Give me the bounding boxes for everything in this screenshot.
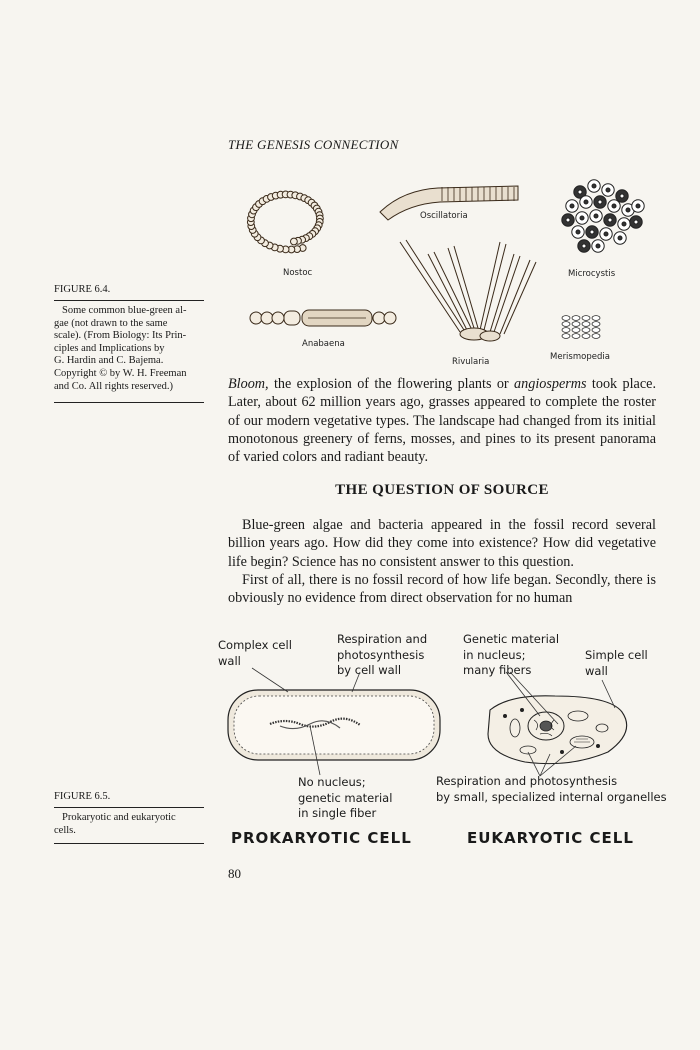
merismopedia-cell (582, 334, 590, 339)
caption-line: ciples and Implications by (54, 342, 165, 354)
microcystis-core (590, 230, 594, 234)
microcystis-core (594, 214, 598, 218)
caption-line: scale). (From Biology: Its Prin- (54, 330, 187, 342)
running-head: THE GENESIS CONNECTION (228, 137, 399, 152)
figure-6-4-caption (54, 305, 204, 393)
figure-6-4-label: FIGURE 6.4. (54, 284, 111, 295)
blue-green-algae-illustration (228, 172, 658, 367)
merismopedia-cell (582, 328, 590, 333)
nostoc-label: Nostoc (283, 268, 313, 278)
label-line: photosynthesis (337, 647, 425, 662)
microcystis-core (626, 208, 630, 212)
complex-cell-wall-label (218, 638, 292, 669)
oscillatoria-label: Oscillatoria (420, 211, 468, 221)
nostoc-bead (291, 238, 298, 245)
microcystis-core (578, 190, 582, 194)
caption-line: and Co. All rights reserved.) (54, 380, 173, 392)
microcystis-core (598, 200, 602, 204)
label-line: Respiration and (337, 632, 428, 646)
merismopedia-cell (582, 322, 590, 327)
paragraph-2: Blue-green algae and bacteria appeared in the fossil record several billion years ago. How did they come into existence? How did vegetative life begin? Science has no consistent answer to this question. (228, 517, 656, 570)
figure-6-4-rule-bottom (54, 402, 204, 403)
label-line: by small, specialized internal organelles (436, 789, 667, 804)
merismopedia-label: Merismopedia (550, 352, 610, 362)
merismopedia-cell (592, 316, 600, 321)
microcystis-label: Microcystis (568, 269, 616, 279)
label-line: wall (218, 653, 241, 668)
merismopedia-cell (592, 328, 600, 333)
microcystis-core (618, 236, 622, 240)
microcystis-core (604, 232, 608, 236)
microcystis-core (608, 218, 612, 222)
rivularia-drawing (400, 240, 536, 341)
figure-6-5-caption (54, 812, 204, 837)
merismopedia-cell (592, 322, 600, 327)
prokaryotic-cell-drawing (228, 690, 440, 760)
label-line: genetic material (298, 790, 393, 805)
caption-line: cells. (54, 824, 76, 836)
microcystis-core (592, 184, 596, 188)
page-number: 80 (228, 866, 241, 881)
figure-6-4-rule-top (54, 300, 204, 301)
no-nucleus-label (298, 775, 392, 822)
respiration-cell-wall-label (337, 632, 427, 679)
microcystis-core (570, 204, 574, 208)
caption-line: Some common blue-green al- (62, 305, 187, 316)
prokaryotic-cell-title: PROKARYOTIC CELL (231, 829, 412, 847)
label-line: Genetic material (463, 632, 560, 646)
microcystis-core (596, 244, 600, 248)
merismopedia-cell (572, 322, 580, 327)
nostoc-drawing (247, 191, 323, 253)
paragraph-bloom (228, 375, 656, 466)
label-line: in nucleus; (463, 647, 526, 662)
eukaryotic-cell-title: EUKARYOTIC CELL (467, 829, 634, 847)
microcystis-core (566, 218, 570, 222)
label-line: by cell wall (337, 663, 402, 677)
label-line: Simple cell (585, 648, 648, 662)
label-line: many fibers (463, 663, 532, 677)
label-line: in single fiber (298, 806, 377, 820)
microcystis-core (634, 220, 638, 224)
merismopedia-cell (582, 316, 590, 321)
microcystis-core (582, 244, 586, 248)
term-angiosperms: angiosperms (514, 376, 587, 392)
microcystis-core (622, 222, 626, 226)
figure-6-5-rule-bottom (54, 843, 204, 844)
microcystis-core (576, 230, 580, 234)
text-span: the explosion of the flowering plants or (268, 376, 515, 392)
microcystis-core (636, 204, 640, 208)
eukaryotic-cell-drawing (488, 696, 627, 764)
label-line: Respiration and photosynthesis (436, 774, 618, 788)
term-bloom: Bloom, (228, 376, 269, 392)
merismopedia-cell (562, 328, 570, 333)
merismopedia-drawing (562, 316, 600, 339)
caption-line: G. Hardin and C. Bajema. (54, 355, 164, 367)
anabaena-drawing (250, 310, 396, 326)
genetic-material-nucleus-label (463, 632, 559, 679)
figure-6-5-label: FIGURE 6.5. (54, 791, 111, 802)
microcystis-core (580, 216, 584, 220)
microcystis-core (620, 194, 624, 198)
microcystis-core (584, 200, 588, 204)
paragraph-source (228, 516, 656, 607)
label-line: Complex cell (218, 638, 292, 652)
simple-cell-wall-label (585, 648, 648, 679)
caption-line: Copyright © by W. H. Freeman (54, 367, 187, 379)
paragraph-3: First of all, there is no fossil record of how life began. Secondly, there is obviously no evidence from direct observation for no human (228, 571, 656, 607)
anabaena-label: Anabaena (302, 339, 345, 349)
microcystis-core (606, 188, 610, 192)
microcystis-drawing (562, 180, 644, 252)
merismopedia-cell (562, 322, 570, 327)
caption-line: gae (not drawn to the same (54, 317, 168, 329)
section-heading: THE QUESTION OF SOURCE (335, 482, 549, 498)
label-line: wall (585, 663, 608, 678)
microcystis-core (612, 204, 616, 208)
merismopedia-cell (562, 316, 570, 321)
cell-comparison-drawing (210, 680, 660, 780)
merismopedia-cell (562, 334, 570, 339)
merismopedia-cell (572, 334, 580, 339)
merismopedia-cell (572, 328, 580, 333)
caption-line: Prokaryotic and eukaryotic (62, 812, 176, 823)
label-line: No nucleus; (298, 775, 366, 789)
text-span: took place. Later, about 62 million years ago, grasses appeared to complete the roster of our modern vegetative types. The landscape had changed from its initial monotonous greenery of ferns, mosses, and pines to its present panorama of varied colors and radiant beauty. (228, 376, 656, 466)
figure-6-5-rule-top (54, 807, 204, 808)
merismopedia-cell (592, 334, 600, 339)
merismopedia-cell (572, 316, 580, 321)
rivularia-label: Rivularia (452, 357, 490, 367)
